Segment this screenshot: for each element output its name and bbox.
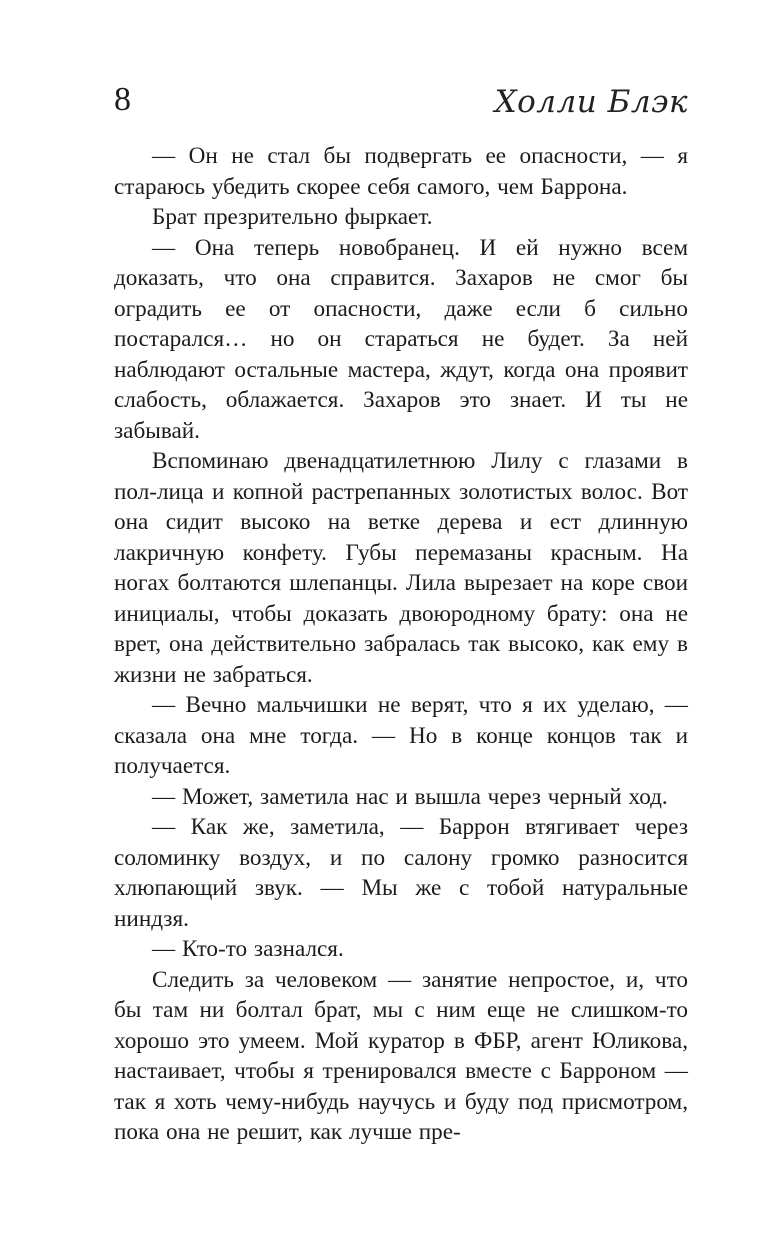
paragraph: Вспоминаю двенадцатилетнюю Лилу с глазами в пол-лица и копной растрепанных золотистых волос. Вот она сидит высоко на ветке дерева и ест длинную лакричную конфету. Губы перемазаны красным. На ногах болтаются шлепанцы. Лила вырезает на коре свои инициалы, чтобы доказать двоюродному брату: она не врет, она действительно забралась так высоко, как ему в жизни не забраться. (114, 448, 688, 688)
page-number: 8 (114, 81, 131, 118)
paragraph: — Он не стал бы подвергать ее опасности, — я стараюсь убедить скорее себя самого, чем Баррона. (114, 143, 688, 200)
paragraph: — Как же, заметила, — Баррон втягивает через соломинку воздух, и по салону громко разносится хлюпающий звук. — Мы же с тобой натуральные ниндзя. (114, 814, 688, 932)
paragraph: — Она теперь новобранец. И ей нужно всем доказать, что она справится. Захаров не смог бы оградить ее от опасности, даже если б сильно постарался… но он стараться не будет. За ней наблюдают остальные мастера, ждут, когда она проявит слабость, облажается. Захаров это знает. И ты не забывай. (114, 234, 688, 444)
body-text (114, 141, 688, 1148)
paragraph: Брат презрительно фыркает. (152, 204, 433, 230)
paragraph: — Вечно мальчишки не верят, что я их уделаю, — сказала она мне тогда. — Но в конце концов так и получается. (114, 692, 688, 779)
paragraph: — Может, заметила нас и вышла через черный ход. (152, 783, 668, 810)
running-head-author: Холли Блэк (494, 84, 688, 120)
paragraph: Следить за человеком — занятие непростое, и, что бы там ни болтал брат, мы с ним еще не слишком-то хорошо это умеем. Мой куратор в ФБР, агент Юликова, настаивает, чтобы я тренировался вместе с Барроном — так я хоть чему-нибудь научусь и буду под присмотром, пока она не решит, как лучше пре- (114, 966, 688, 1145)
paragraph: — Кто-то зазнался. (152, 936, 344, 962)
